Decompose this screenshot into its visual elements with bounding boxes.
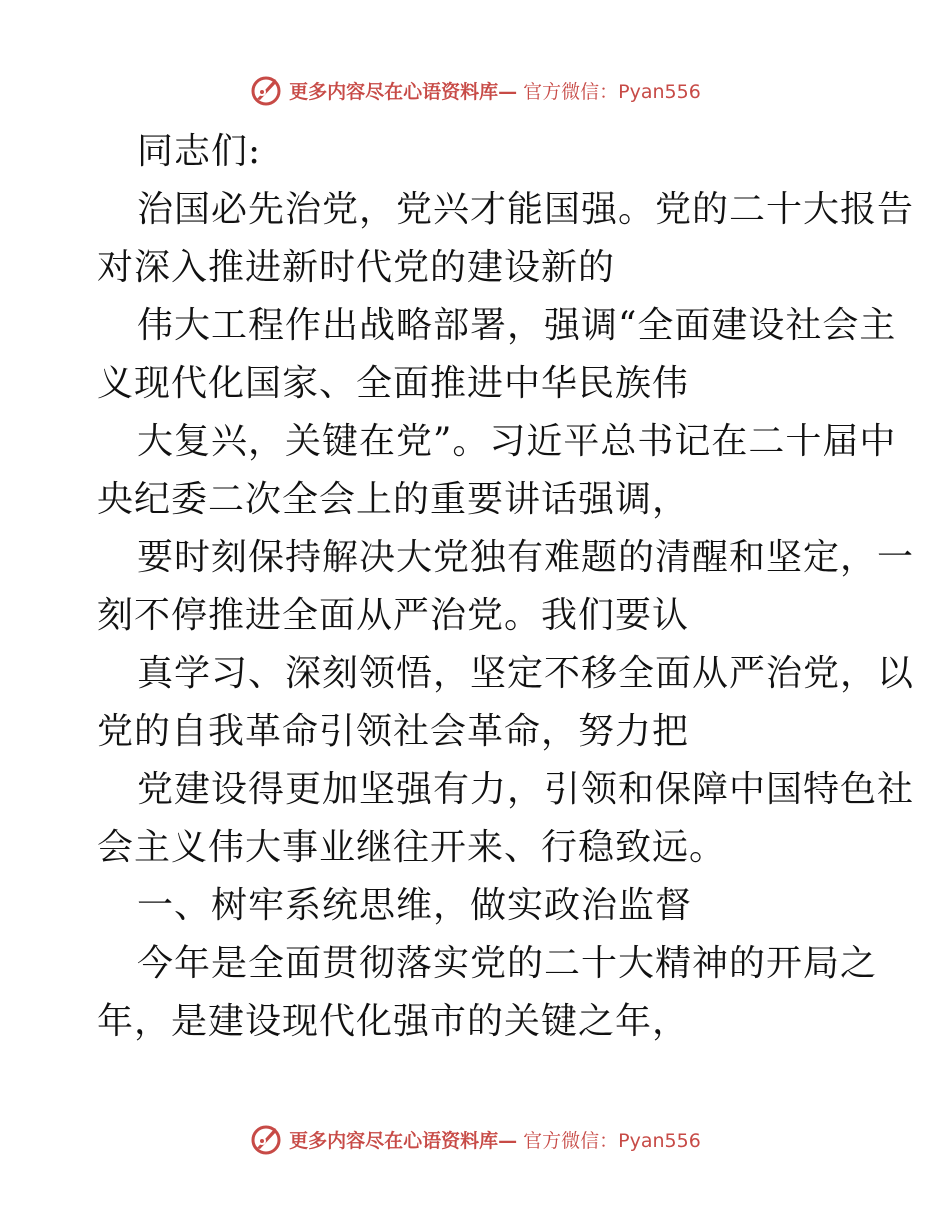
paragraph-line: 对深入推进新时代党的建设新的 <box>97 247 616 288</box>
paragraph-line: 真学习、深刻领悟，坚定不移全面从严治党，以 <box>137 653 915 694</box>
quill-logo-icon <box>249 73 283 107</box>
salutation: 同志们: <box>137 131 262 172</box>
paragraph-line: 义现代化国家、全面推进中华民族伟 <box>97 363 690 404</box>
document-body <box>97 123 915 1051</box>
paragraph-line: 要时刻保持解决大党独有难题的清醒和坚定，一 <box>137 537 915 578</box>
paragraph-line: 治国必先治党，党兴才能国强。党的二十大报告 <box>137 189 915 230</box>
paragraph-line: 会主义伟大事业继往开来、行稳致远。 <box>97 827 727 868</box>
paragraph-line: 央纪委二次全会上的重要讲话强调， <box>97 479 690 520</box>
paragraph-line: 今年是全面贯彻落实党的二十大精神的开局之 <box>137 943 878 984</box>
paragraph-line: 伟大工程作出战略部署，强调“全面建设社会主 <box>137 305 897 346</box>
quill-logo-icon <box>249 1122 283 1156</box>
banner-wechat-text: 官方微信：Pyan556 <box>523 1129 701 1152</box>
banner-wechat-text: 官方微信：Pyan556 <box>523 80 701 103</box>
paragraph-line: 大复兴，关键在党”。习近平总书记在二十届中 <box>137 421 897 462</box>
section-heading: 一、树牢系统思维，做实政治监督 <box>137 885 693 926</box>
footer-watermark-banner <box>0 1119 950 1159</box>
paragraph-line: 年，是建设现代化强市的关键之年， <box>97 1001 690 1042</box>
banner-site-text: 更多内容尽在心语资料库— <box>289 1129 518 1152</box>
paragraph-line: 党的自我革命引领社会革命，努力把 <box>97 711 690 752</box>
paragraph-line: 党建设得更加坚强有力，引领和保障中国特色社 <box>137 769 915 810</box>
header-watermark-banner <box>0 70 950 110</box>
paragraph-line: 刻不停推进全面从严治党。我们要认 <box>97 595 690 636</box>
banner-site-text: 更多内容尽在心语资料库— <box>289 80 518 103</box>
